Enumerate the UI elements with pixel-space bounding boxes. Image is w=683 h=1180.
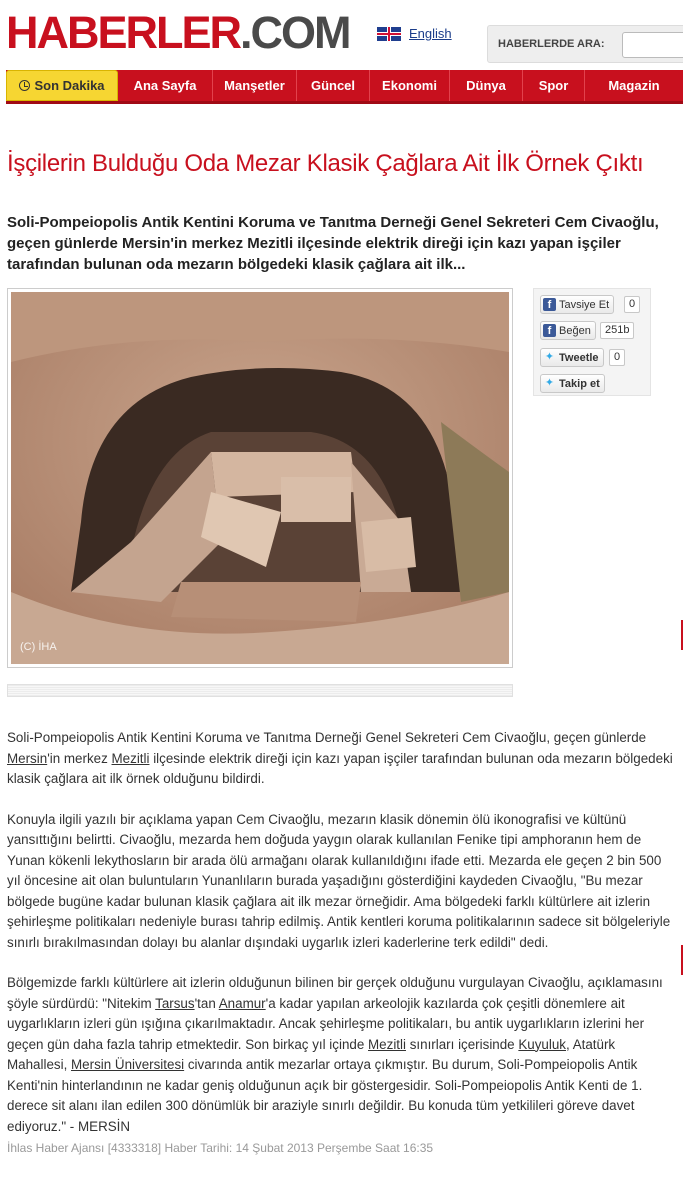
link-anamur[interactable]: Anamur bbox=[218, 995, 266, 1011]
twitter-icon: ✦ bbox=[544, 351, 555, 363]
link-mezitli[interactable]: Mezitli bbox=[111, 750, 150, 766]
paragraph-2: Konuyla ilgili yazılı bir açıklama yapan Cem Civaoğlu, mezarın klasik dönemin ölü ikonografisi ve kültünü yansıttığını belirtti. Civaoğlu, mezarda hem doğuda yaygın olarak kullanılan Fenike tipi amphoranın hem de Yunan kökenli lekythosların bir arada ölü armağanı olarak kullanıldığını ifade etti. Mezarda ele geçen 2 bin 500 yıl öncesine ait olan buluntuların Yunanlıların burada yaşadığını gösterdiğini kaydeden Civaoğlu, "Bu mezar bölgede bugüne kadar bulunan klasik çağlara ait ilk mezar örneğidir. Ama bölgedeki farklı kültürlere ait izlerin şehirleşme politikaları nedeniyle burası tahrip edilmiş. Antik kentleri koruma politikalarının sadece sit bölgeleriyle sınırlı bırakılmasından dolayı bu alanlar dışındaki uygarlık izleri kaderlerine terk edildi" dedi. bbox=[7, 811, 671, 950]
like-label: Beğen bbox=[559, 324, 591, 337]
article-lead: Soli-Pompeiopolis Antik Kentini Koruma ve Tanıtma Derneği Genel Sekreteri Cem Civaoğlu, geçen günlerde Mersin'in merkez Mezitli ilçesinde elektrik direği için kazı yapan işçiler tarafından bulunan oda mezarın bölgedeki klasik çağlara ait ilk... bbox=[7, 214, 659, 273]
facebook-icon: f bbox=[543, 324, 556, 337]
article-photo[interactable] bbox=[7, 288, 513, 668]
social-panel bbox=[533, 288, 651, 396]
english-link[interactable]: English bbox=[409, 26, 452, 41]
twitter-icon: ✦ bbox=[544, 377, 555, 389]
link-tarsus[interactable]: Tarsus bbox=[155, 995, 195, 1011]
nav-item-spor[interactable]: Spor bbox=[523, 70, 585, 101]
nav-item-dunya[interactable]: Dünya bbox=[450, 70, 523, 101]
like-count: 251b bbox=[600, 322, 634, 339]
link-mersin-universitesi[interactable]: Mersin Üniversitesi bbox=[71, 1057, 185, 1072]
nav-item-son-dakika[interactable] bbox=[6, 70, 118, 101]
paragraph-3: Bölgemizde farklı kültürlere ait izlerin olduğunun bilinen bir gerçek olduğunu vurgulayan Civaoğlu, açıklamasını şöyle sürdürdü: "Nitekim Tarsus'tan Anamur'a kadar yapılan arkeolojik kazılarda çok çeşitli dönemlere ait uygarlıkların izleri gün ışığına çıkarılmaktadır. Ancak şehirleşme politikaları, bu antik uygarlıkların izlerini her geçen gün daha fazla tahrip etmektedir. Son birkaç yıl içinde Mezitli sınırları içerisinde Kuyuluk, Atatürk Mahallesi, Mersin Üniversitesi civarında antik mezarlar ortaya çıkmıştır. Bu durum, Soli-Pompeiopolis Antik Kenti'nin hinterlandının ne kadar geniş olduğunun açık bir göstergesidir. Soli-Pompeiopolis Antik Kenti de 1. derece sit alanı ilan edilen 300 dönümlük bir araziyle sınırlı değildir. Bu konuda tüm yetkilileri göreve davet ediyoruz." - MERSİN bbox=[7, 975, 663, 1134]
link-mersin[interactable]: Mersin bbox=[7, 750, 48, 766]
article-meta: İhlas Haber Ajansı [4333318] Haber Tarihi: 14 Şubat 2013 Perşembe Saat 16:35 bbox=[7, 1141, 434, 1155]
recommend-count: 0 bbox=[624, 296, 640, 313]
search-label: HABERLERDE ARA: bbox=[498, 38, 605, 50]
recommend-label: Tavsiye Et bbox=[559, 298, 610, 311]
main-nav bbox=[6, 70, 683, 104]
link-kuyuluk[interactable]: Kuyuluk bbox=[518, 1036, 566, 1052]
language-switch[interactable] bbox=[377, 26, 452, 41]
uk-flag-icon bbox=[377, 27, 401, 41]
site-header bbox=[0, 0, 683, 70]
nav-item-ana-sayfa[interactable]: Ana Sayfa bbox=[118, 70, 213, 101]
nav-item-mansetler[interactable]: Manşetler bbox=[213, 70, 297, 101]
clock-icon bbox=[19, 80, 30, 91]
tomb-image bbox=[11, 292, 509, 664]
article-title: İşçilerin Bulduğu Oda Mezar Klasik Çağlara Ait İlk Örnek Çıktı bbox=[7, 150, 644, 177]
site-logo[interactable] bbox=[6, 8, 350, 58]
nav-item-guncel[interactable]: Güncel bbox=[297, 70, 370, 101]
link-mezitli-2[interactable]: Mezitli bbox=[368, 1036, 406, 1052]
follow-button[interactable] bbox=[540, 374, 605, 393]
paragraph-1: Soli-Pompeiopolis Antik Kentini Koruma ve Tanıtma Derneği Genel Sekreteri Cem Civaoğlu, geçen günlerde Mersin'in merkez Mezitli ilçesinde elektrik direği için kazı yapan işçiler tarafından bulunan oda mezarın bölgedeki klasik çağlara ait ilk örnek olduğunu bildirdi. bbox=[7, 730, 673, 786]
follow-label: Takip et bbox=[559, 377, 600, 390]
tweet-button[interactable] bbox=[540, 348, 604, 367]
facebook-icon: f bbox=[543, 298, 556, 311]
nav-label: Son Dakika bbox=[34, 78, 105, 93]
search-input[interactable] bbox=[622, 32, 683, 58]
nav-item-magazin[interactable]: Magazin bbox=[608, 78, 660, 93]
search-box bbox=[487, 25, 683, 63]
logo-main: HABERLER bbox=[6, 7, 241, 58]
logo-suffix: .COM bbox=[240, 7, 350, 58]
tweet-count: 0 bbox=[609, 349, 625, 366]
recommend-button[interactable] bbox=[540, 295, 614, 314]
tweet-label: Tweetle bbox=[559, 351, 599, 364]
nav-item-ekonomi[interactable]: Ekonomi bbox=[370, 70, 450, 101]
photo-divider bbox=[7, 684, 513, 697]
photo-credit: (C) İHA bbox=[20, 641, 57, 653]
article-body bbox=[7, 728, 675, 1157]
like-button[interactable] bbox=[540, 321, 596, 340]
